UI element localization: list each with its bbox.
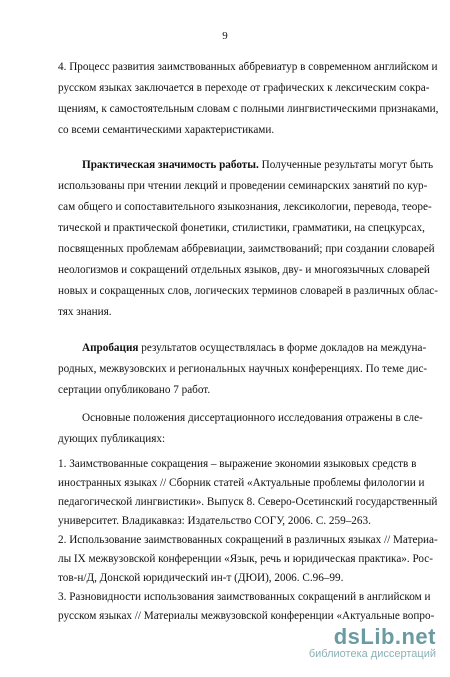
p4-line-1: 4. Процесс развития заимствованных аббревиатур в современном английском и <box>58 61 438 73</box>
approbation-line-2: родных, межвузовских и региональных научных конференциях. По теме дис- <box>58 363 428 375</box>
practical-line-1 <box>82 158 434 172</box>
publication-2-line-2: лы IX межвузовской конференции «Язык, речь и юридическая практика». Рос- <box>58 553 433 565</box>
watermark-logo: dsLib.net <box>333 624 436 649</box>
approbation-line-1-rest: результатов осуществлялась в форме докладов на междуна- <box>138 342 427 354</box>
practical-line-7: новых и сокращенных слов, логических терминов словарей в различных облас- <box>58 285 438 297</box>
practical-line-2: использованы при чтении лекций и проведении семинарских занятий по кур- <box>58 180 428 192</box>
practical-line-3: сам общего и сопоставительного языкознания, лексикологии, перевода, теоре- <box>58 201 432 213</box>
main-positions-line-2: дующих публикациях: <box>58 433 166 445</box>
main-positions-line-1: Основные положения диссертационного исследования отражены в сле- <box>82 412 423 424</box>
publication-2-line-1: 2. Использование заимствованных сокращений в различных языках // Материа- <box>58 534 438 546</box>
watermark-subtitle: библиотека диссертаций <box>308 648 436 660</box>
p4-line-2: русском языках заключается в переходе от графических к лексическим сокра- <box>58 82 430 94</box>
publication-1-line-2: иностранных языках // Сборник статей «Актуальные проблемы филологии и <box>58 477 425 489</box>
publication-3-line-1: 3. Разновидности использования заимствованных сокращений в английском и <box>58 591 431 603</box>
publication-1-line-4: университет. Владикавказ: Издательство СОГУ, 2006. С. 259–263. <box>58 515 371 527</box>
publication-1-line-1: 1. Заимствованные сокращения – выражение экономии языковых средств в <box>58 458 417 470</box>
p4-line-4: со всеми семантическими характеристиками. <box>58 124 275 136</box>
practical-line-5: посвященных проблемам аббревиации, заимствований; при создании словарей <box>58 243 435 255</box>
practical-heading: Практическая значимость работы. <box>82 159 259 171</box>
practical-line-6: неологизмов и сокращений отдельных языков, дву- и многоязычных словарей <box>58 264 430 276</box>
publication-2-line-3: тов-н/Д, Донской юридический ин-т (ДЮИ), 2006. С.96–99. <box>58 572 344 584</box>
practical-line-1-rest: Полученные результаты могут быть <box>258 159 434 171</box>
approbation-line-1 <box>82 341 427 355</box>
page-number: 9 <box>222 30 228 42</box>
practical-line-8: тях знания. <box>58 306 112 318</box>
approbation-line-3: сертации опубликовано 7 работ. <box>58 384 211 396</box>
publication-1-line-3: педагогической лингвистики». Выпуск 8. Северо-Осетинский государственный <box>58 496 438 508</box>
practical-line-4: тической и практической фонетики, стилистики, грамматики, на спецкурсах, <box>58 222 425 234</box>
publication-3-line-2: русском языках // Материалы межвузовской конференции «Актуальные вопро- <box>58 610 435 622</box>
approbation-heading: Апробация <box>82 342 139 354</box>
p4-line-3: щениям, к самостоятельным словам с полными лингвистическими признаками, <box>58 103 439 115</box>
watermark <box>309 624 436 660</box>
